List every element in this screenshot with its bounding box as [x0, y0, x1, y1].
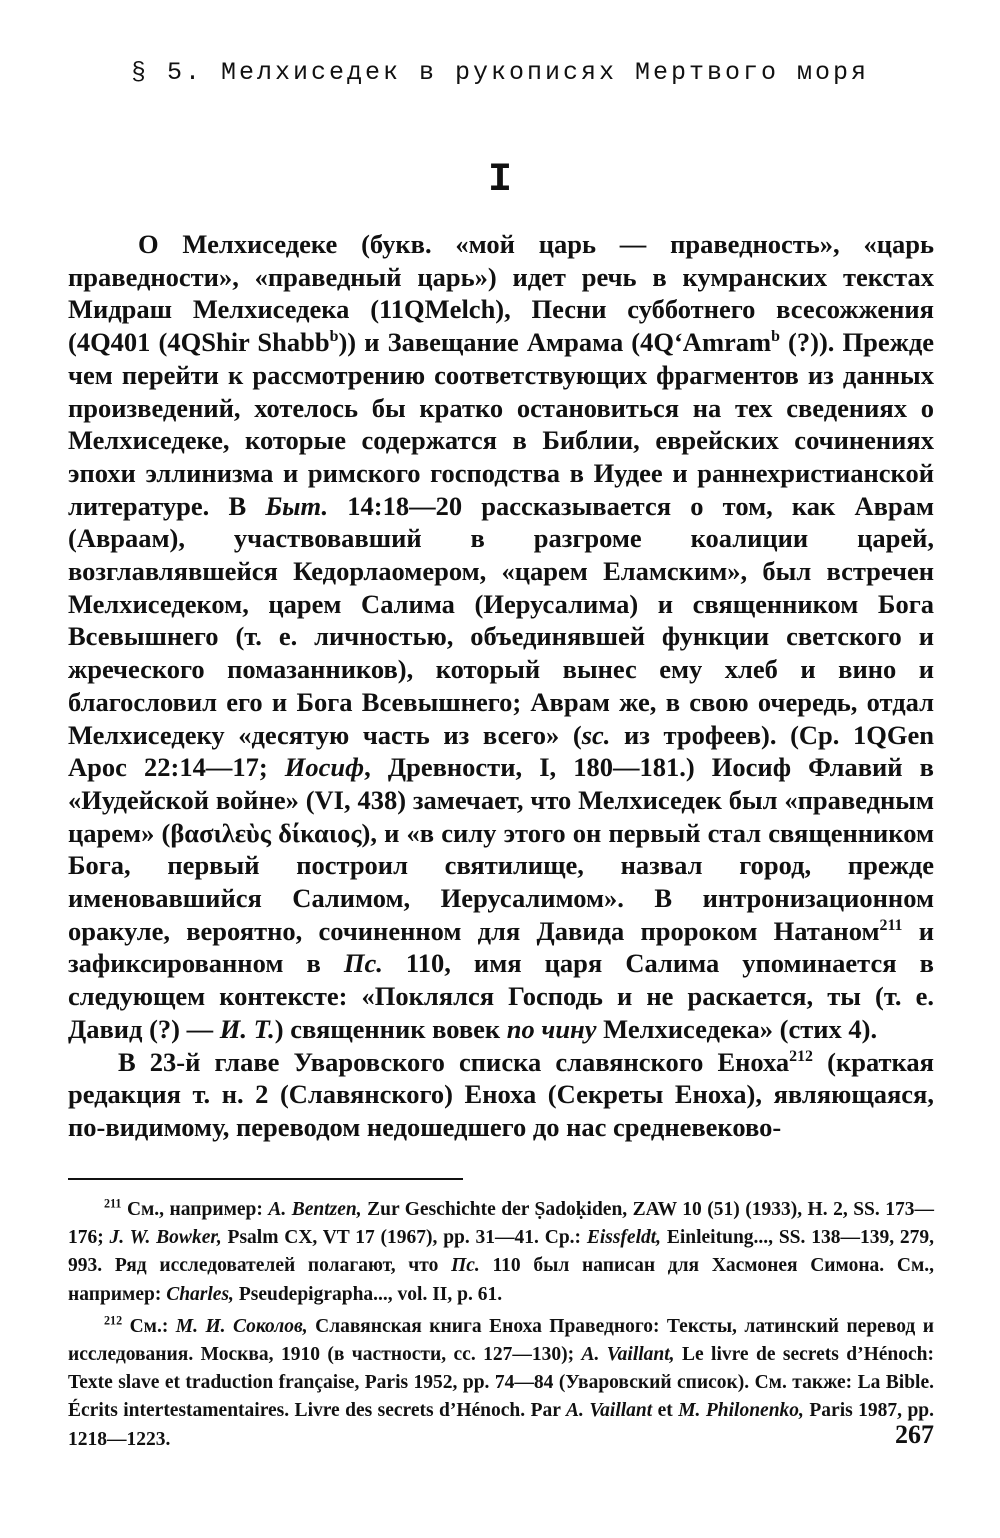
- footnote-number: 211: [104, 1196, 122, 1211]
- italic-run: Иосиф: [284, 752, 365, 783]
- text-run: (?)). Прежде чем перейти к рассмотрению соответствующих фрагментов из данных произведений, хотелось бы кратко остановиться на тех сведениях о Мелхиседеке, которые содержатся в Библии, еврейских сочинениях эпохи эллинизма и римского господства в Иудее и раннехристианской литературе. В: [68, 327, 934, 521]
- superscript: b: [771, 328, 780, 346]
- italic-run: Пс.: [451, 1255, 480, 1277]
- italic-run: A. Vaillant,: [581, 1344, 675, 1366]
- italic-run: М. И. Соколов,: [175, 1315, 308, 1337]
- italic-run: M. Philonenko,: [678, 1400, 804, 1422]
- footnotes: [68, 1196, 934, 1458]
- text-run: Le livre de secrets d’Hénoch: Texte slave et traduction française, Paris 1952, pp. 74—84 (Уваровский список). См. также: La Bible. Écrits intertestamentaires. Livre des secrets d’Hénoch. Par: [68, 1344, 934, 1422]
- footnote-212: [68, 1313, 934, 1454]
- text-run: Paris 1987, pp. 1218—1223.: [68, 1400, 935, 1450]
- footnote-ref-211[interactable]: 211: [879, 916, 903, 934]
- text-run: , Древности, I, 180—181.) Иосиф Флавий в «Иудейской войне» (VI, 438) замечает, что Мелхиседек был «праведным царем» (βασιλεὺς δίκαιος), и «в силу этого он первый стал священником Бога, первый построил святилище, назвал город, прежде именовавшийся Салимом, Иерусалимом». В интронизационном оракуле, вероятно, сочиненном для Давида пророком Натаном: [68, 752, 934, 946]
- text-run: 110 был написан для Хасмонея Симона. См., например:: [68, 1255, 934, 1305]
- text-run: Pseudepigrapha..., vol. II, p. 61.: [233, 1283, 503, 1305]
- text-run: См., например:: [121, 1199, 269, 1220]
- text-run: из трофеев). (Ср. 1QGen Apoc 22:14—17;: [68, 719, 934, 783]
- text-run: О Мелхиседеке (букв. «мой царь — праведность», «царь праведности», «праведный царь») идет речь в кумранских текстах Мидраш Мелхиседека (11QMelch), Песни субботнего всесожжения (4Q401 (4QShir Shabb: [68, 229, 934, 358]
- text-run: (краткая редакция т. н. 2 (Славянского) Еноха (Секреты Еноха), являющаяся, по-видимому, переводом недошедшего до нас средневеково-: [68, 1046, 934, 1142]
- text-run: В 23-й главе Уваровского списка славянского Еноха: [118, 1046, 790, 1077]
- text-run: )) и Завещание Амрама (4Q‘Amram: [338, 327, 772, 358]
- text-run: Славянская книга Еноха Праведного: Тексты, латинский перевод и исследования. Москва, 1910 (в частности, сс. 127—130);: [68, 1315, 934, 1366]
- footnote-number: 212: [104, 1313, 123, 1328]
- italic-run: A. Bentzen,: [268, 1199, 362, 1220]
- text-run: Psalm CX, VT 17 (1967), pp. 31—41. Ср.:: [221, 1227, 587, 1249]
- italic-run: по чину: [506, 1013, 597, 1044]
- main-text: [68, 228, 934, 1144]
- section-number: I: [487, 158, 512, 203]
- text-run: ) священник вовек: [274, 1013, 507, 1044]
- italic-run: A. Vaillant: [566, 1400, 653, 1422]
- text-run: Zur Geschichte der Ṣadoḳiden, ZAW 10 (51) (1933), H. 2, SS. 173—176;: [68, 1199, 934, 1249]
- text-run: 14:18—20 рассказывается о том, как Аврам (Авраам), участвовавший в разгроме коалиции царей, возглавлявшейся Кедорлаомером, «царем Еламским», был встречен Мелхиседеком, царем Салима (Иерусалима) и священником Бога Всевышнего (т. е. личностью, объединявшей функции светского и жреческого помазанников), который вынес ему хлеб и вино и благословил его и Бога Всевышнего; Аврам же, в свою очередь, отдал Мелхиседеку «десятую часть из всего» (: [68, 490, 934, 750]
- text-run: См.:: [122, 1315, 176, 1337]
- italic-run: J. W. Bowker,: [109, 1227, 222, 1249]
- footnote-211: [68, 1196, 934, 1309]
- footnote-divider: [68, 1178, 463, 1180]
- text-run: Мелхиседека» (стих 4).: [596, 1013, 878, 1044]
- italic-run: Пс.: [343, 948, 383, 979]
- text-run: et: [652, 1400, 679, 1422]
- superscript: b: [329, 328, 339, 346]
- page-number: 267: [895, 1420, 934, 1449]
- footnote-ref-212[interactable]: 212: [789, 1047, 813, 1065]
- italic-run: И. Т.: [219, 1013, 275, 1044]
- italic-run: Charles,: [166, 1283, 234, 1305]
- italic-run: sc.: [581, 719, 611, 750]
- text-run: 110, имя царя Салима упоминается в следующем контексте: «Поклялся Господь и не раскается, ты (т. е. Давид (?) —: [68, 948, 934, 1044]
- paragraph-1: [68, 228, 934, 1046]
- running-header: § 5. Мелхиседек в рукописях Мертвого моря: [130, 58, 870, 87]
- paragraph-2: [68, 1046, 934, 1144]
- italic-run: Eissfeldt,: [586, 1227, 662, 1249]
- italic-run: Быт.: [265, 490, 329, 521]
- text-run: Einleitung..., SS. 138—139, 279, 993. Ряд исследователей полагают, что: [68, 1227, 934, 1277]
- text-run: и зафиксированном в: [68, 915, 934, 979]
